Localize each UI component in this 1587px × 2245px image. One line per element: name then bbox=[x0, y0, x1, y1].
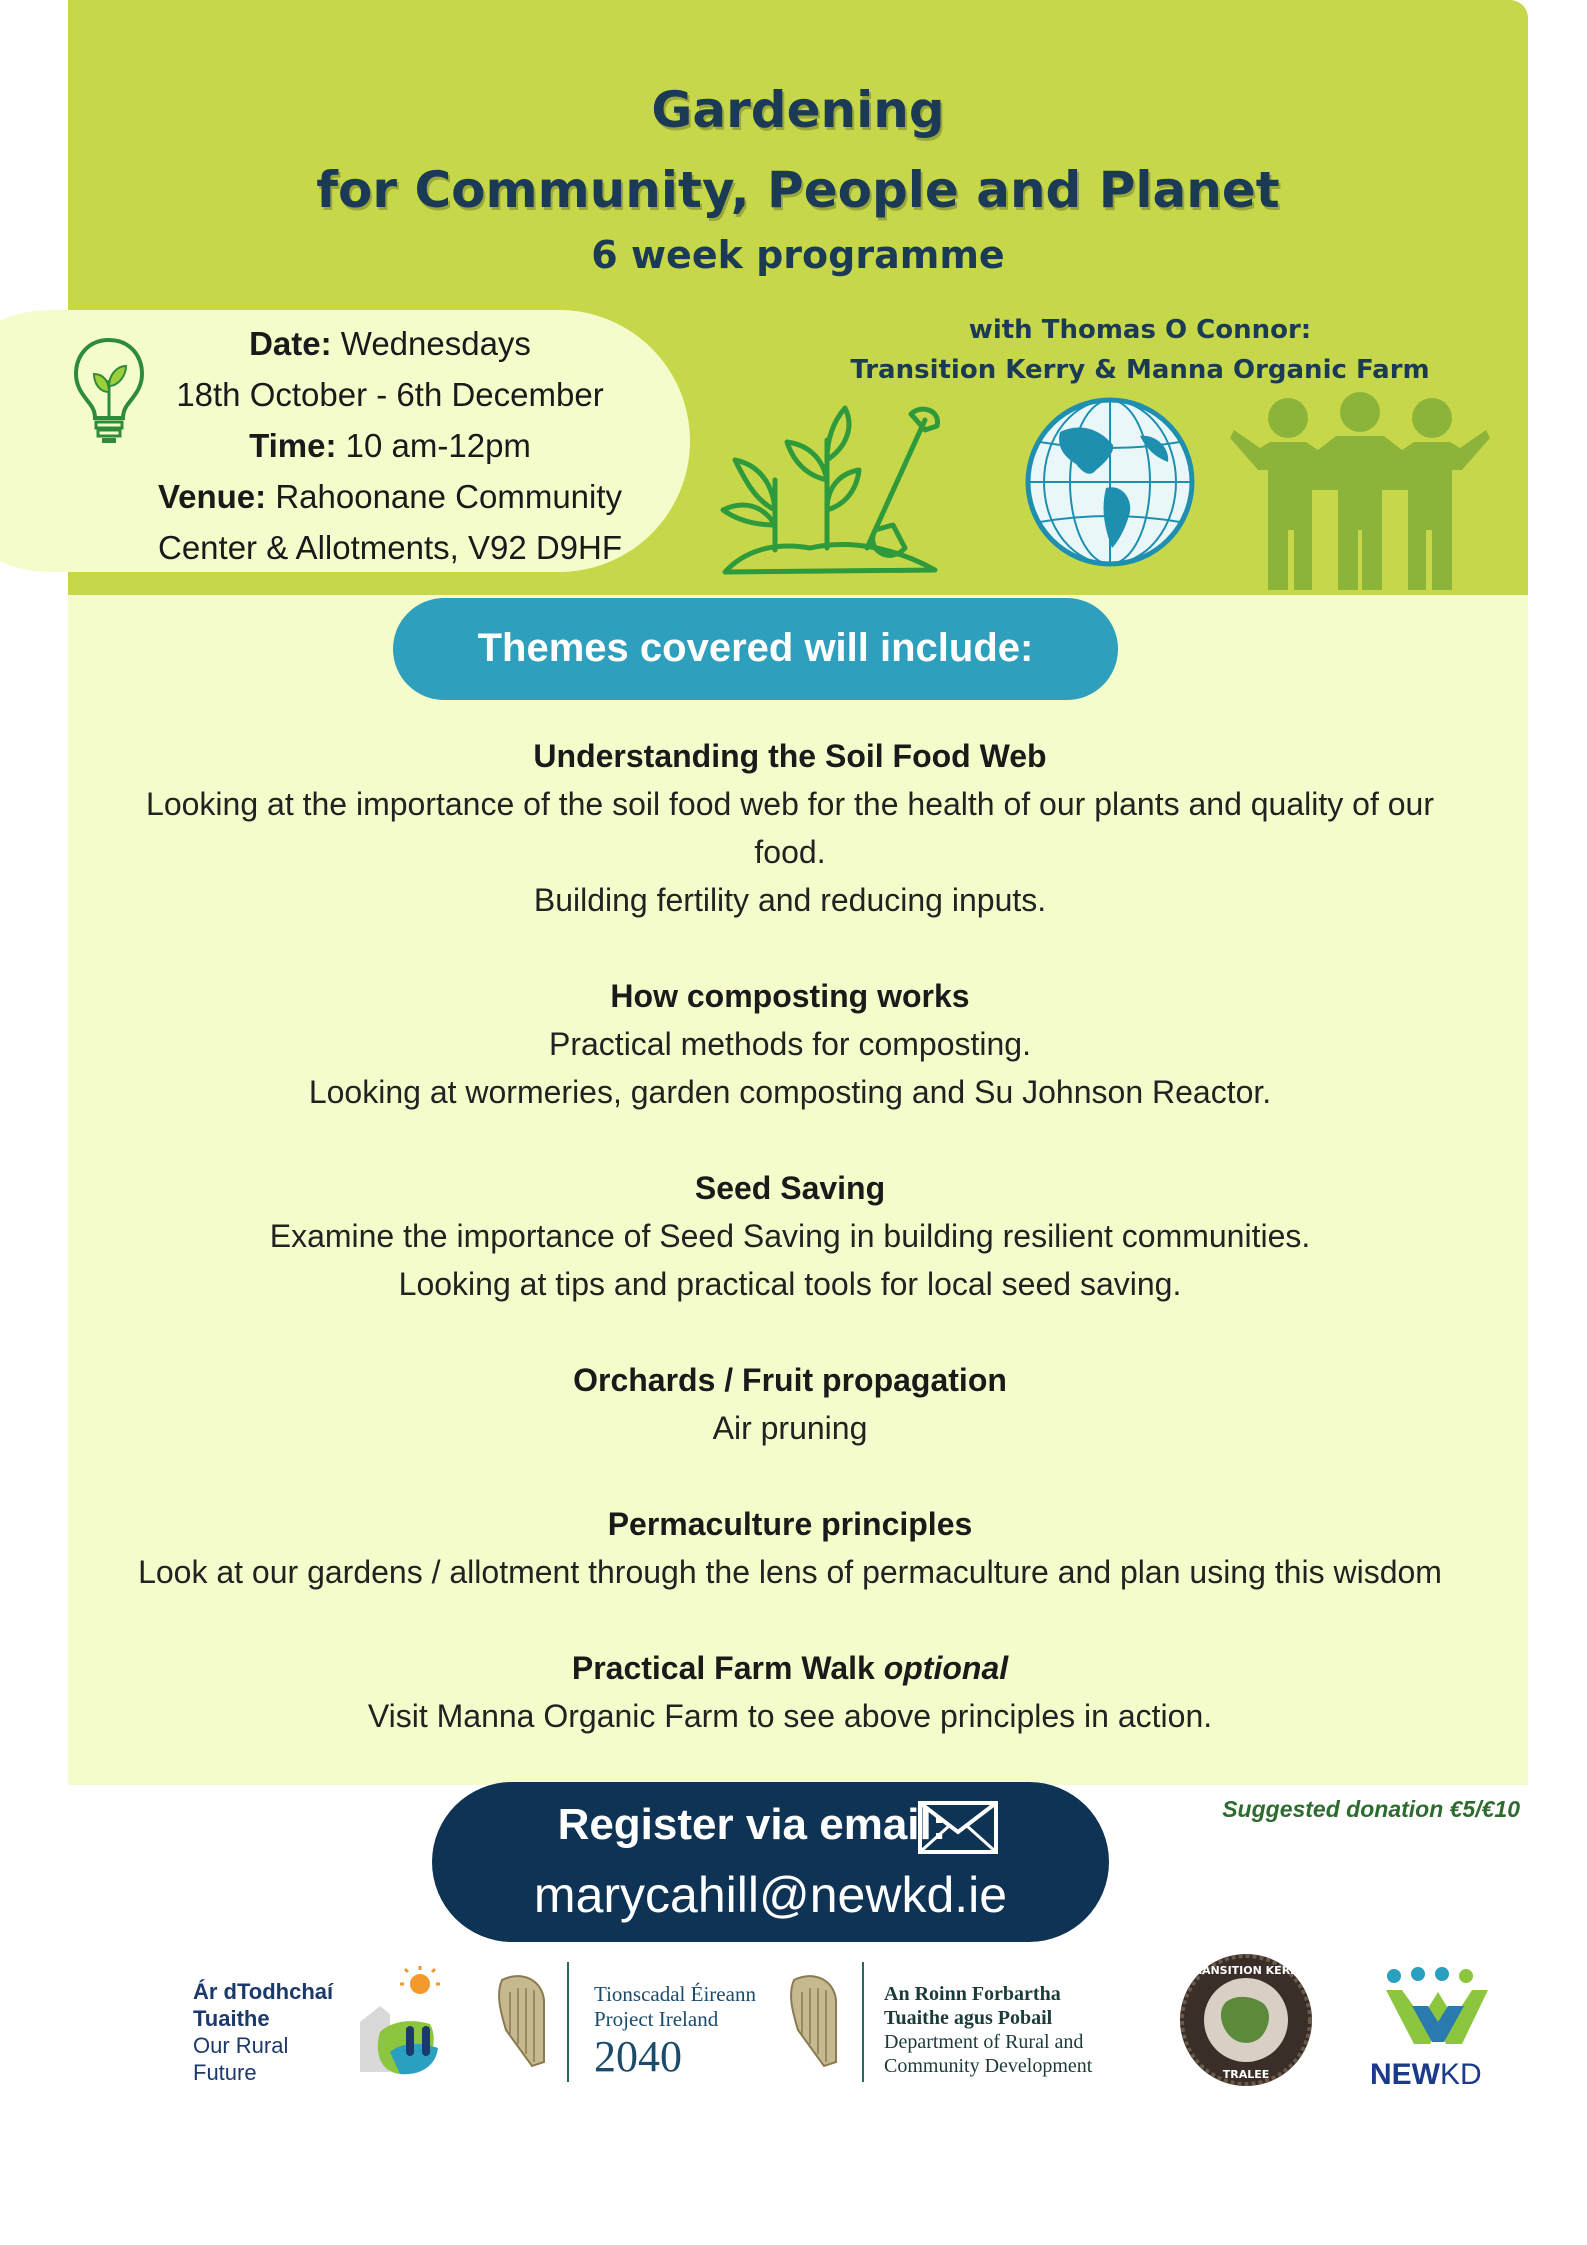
date-range: 18th October - 6th December bbox=[176, 376, 604, 413]
newkd-logo bbox=[1382, 1966, 1492, 2058]
department-logo-text bbox=[884, 1982, 1092, 2078]
rural-line-4: Future bbox=[193, 2060, 257, 2085]
time-value: 10 am-12pm bbox=[345, 427, 531, 464]
people-group-icon bbox=[1230, 390, 1490, 595]
topic-line: Looking at wormeries, garden composting and Su Johnson Reactor. bbox=[308, 1074, 1272, 1110]
topic-line: Building fertility and reducing inputs. bbox=[533, 882, 1047, 918]
topic-line: Practical methods for composting. bbox=[549, 1026, 1031, 1062]
topic-line: Air pruning bbox=[712, 1410, 868, 1446]
logo-divider bbox=[567, 1962, 569, 2082]
logo-divider bbox=[862, 1962, 864, 2082]
dept-line-2: Tuaithe agus Pobail bbox=[884, 2007, 1053, 2029]
topic-line: Look at our gardens / allotment through the lens of permaculture and plan using this wisdom bbox=[138, 1554, 1442, 1590]
topic-farm-walk bbox=[40, 1644, 1540, 1740]
newkd-bold: NEW bbox=[1370, 2058, 1440, 2091]
facilitator-line-2: Transition Kerry & Manna Organic Farm bbox=[850, 355, 1430, 385]
gardening-icon bbox=[715, 400, 955, 575]
mail-icon bbox=[917, 1800, 999, 1855]
register-label: Register via email: bbox=[557, 1800, 947, 1849]
event-details bbox=[110, 318, 670, 573]
rural-line-2: Tuaithe bbox=[193, 2006, 270, 2031]
facilitator bbox=[820, 310, 1460, 390]
topic-title: Permaculture principles bbox=[607, 1506, 973, 1542]
transition-kerry-logo bbox=[1176, 1950, 1316, 2090]
topics-list bbox=[40, 732, 1540, 1788]
topic-title-main: Practical Farm Walk bbox=[571, 1650, 875, 1686]
topic-permaculture bbox=[40, 1500, 1540, 1596]
themes-heading: Themes covered will include: bbox=[393, 598, 1118, 700]
topic-line: food. bbox=[754, 834, 826, 870]
pi-year: 2040 bbox=[594, 2032, 682, 2081]
donation-note: Suggested donation €5/€10 bbox=[1222, 1796, 1520, 1822]
page-subtitle: 6 week programme bbox=[591, 233, 1005, 277]
venue-label: Venue: bbox=[157, 478, 267, 515]
topic-title-optional: optional bbox=[883, 1650, 1009, 1686]
date-label: Date: bbox=[249, 325, 332, 362]
topic-seed-saving bbox=[40, 1164, 1540, 1308]
topic-title: Seed Saving bbox=[694, 1170, 886, 1206]
register-email-link[interactable]: marycahill@newkd.ie bbox=[533, 1867, 1008, 1923]
topic-title bbox=[40, 1644, 1540, 1692]
project-ireland-logo-text bbox=[594, 1982, 756, 2082]
topic-line: Visit Manna Organic Farm to see above principles in action. bbox=[367, 1698, 1213, 1734]
newkd-light: KD bbox=[1440, 2058, 1482, 2091]
topic-line: Looking at tips and practical tools for local seed saving. bbox=[398, 1266, 1182, 1302]
newkd-logo-text bbox=[1370, 2058, 1482, 2092]
tk-top-text: TRANSITION KERRY bbox=[1185, 1964, 1307, 1977]
rural-line-3: Our Rural bbox=[193, 2033, 289, 2058]
topic-composting bbox=[40, 972, 1540, 1116]
dept-line-3: Department of Rural and bbox=[884, 2031, 1084, 2053]
topic-title: Orchards / Fruit propagation bbox=[573, 1362, 1007, 1398]
topic-soil bbox=[40, 732, 1540, 924]
globe-icon bbox=[1020, 392, 1200, 572]
time-label: Time: bbox=[249, 427, 337, 464]
date-value: Wednesdays bbox=[340, 325, 531, 362]
page-title bbox=[68, 70, 1528, 230]
topic-title: How composting works bbox=[610, 978, 970, 1014]
venue-value: Rahoonane Community bbox=[275, 478, 623, 515]
topic-orchards bbox=[40, 1356, 1540, 1452]
dept-line-4: Community Development bbox=[884, 2055, 1093, 2077]
harp-icon bbox=[492, 1970, 550, 2070]
topic-line: Looking at the importance of the soil food web for the health of our plants and quality of our bbox=[146, 786, 1434, 822]
our-rural-future-logo bbox=[350, 1962, 450, 2082]
rural-line-1: Ár dTodhchaí bbox=[193, 1979, 334, 2004]
pi-line-1: Tionscadal Éireann bbox=[594, 1982, 756, 2006]
venue-value-2: Center & Allotments, V92 D9HF bbox=[157, 529, 623, 566]
title-line-1: Gardening bbox=[651, 81, 945, 139]
dept-line-1: An Roinn Forbartha bbox=[884, 1983, 1061, 2005]
register-banner bbox=[432, 1782, 1109, 1942]
topic-line: Examine the importance of Seed Saving in building resilient communities. bbox=[269, 1218, 1311, 1254]
topic-title: Understanding the Soil Food Web bbox=[533, 738, 1047, 774]
our-rural-future-logo-text bbox=[193, 1978, 333, 2086]
harp-icon bbox=[784, 1970, 842, 2070]
facilitator-line-1: with Thomas O Connor: bbox=[968, 315, 1312, 345]
pi-line-2: Project Ireland bbox=[594, 2007, 719, 2031]
title-line-2: for Community, People and Planet bbox=[316, 161, 1280, 219]
tk-bottom-text: TRALEE bbox=[1222, 2068, 1270, 2081]
